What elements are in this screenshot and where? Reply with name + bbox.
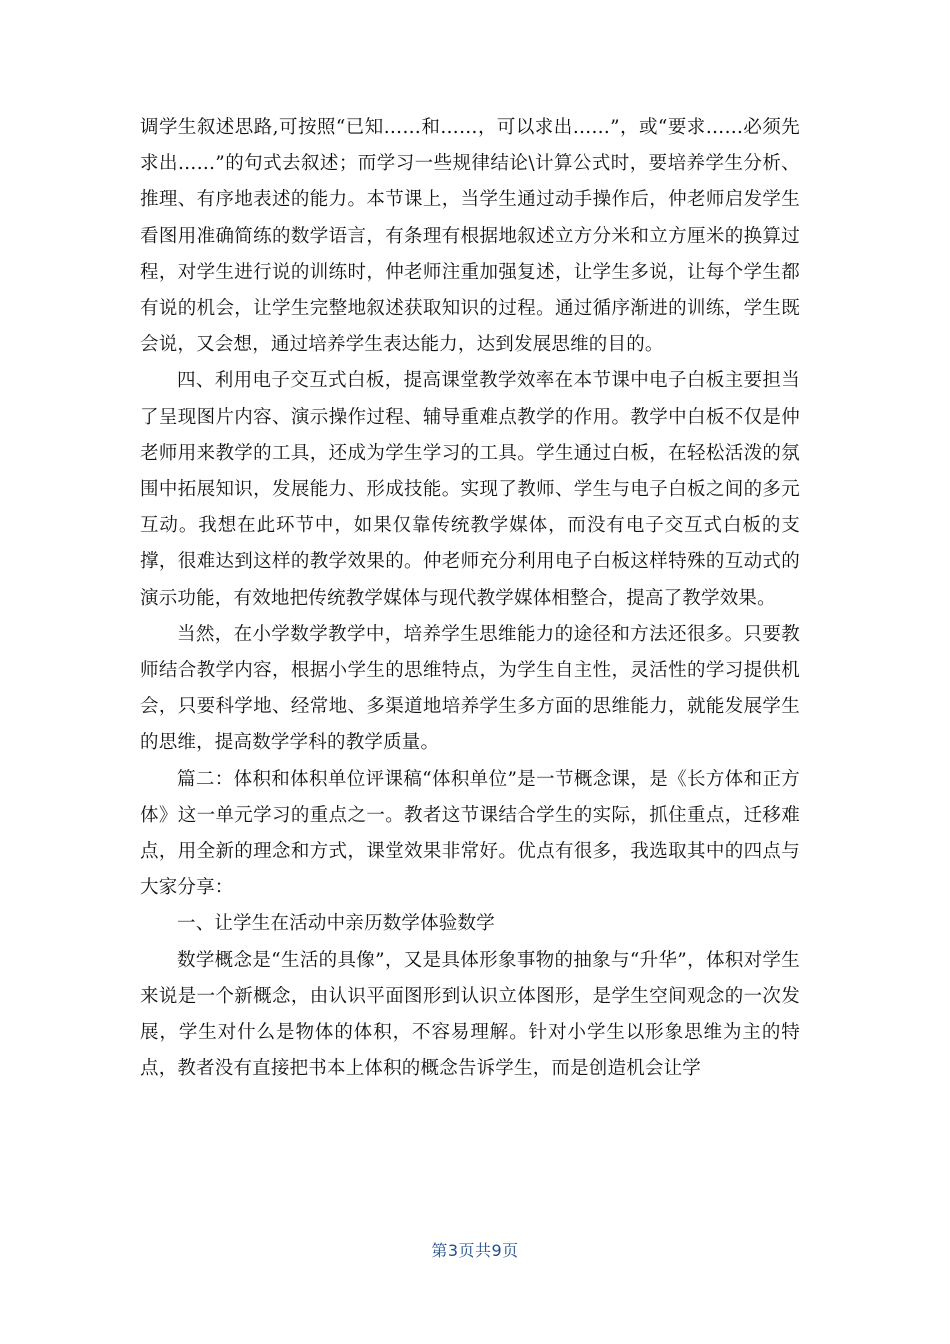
- document-body: [140, 110, 800, 1087]
- paragraph: 篇二：体积和体积单位评课稿“体积单位”是一节概念课，是《长方体和正方体》这一单元学习的重点之一。教者这节课结合学生的实际，抓住重点，迁移难点，用全新的理念和方式，课堂效果非常好。优点有很多，我选取其中的四点与大家分享：: [140, 768, 800, 899]
- page-number-footer: 第3页共9页: [431, 1241, 519, 1260]
- paragraph: 当然，在小学数学教学中，培养学生思维能力的途径和方法还很多。只要教师结合教学内容，根据小学生的思维特点，为学生自主性，灵活性的学习提供机会，只要科学地、经常地、多渠道地培养学生多方面的思维能力，就能发展学生的思维，提高数学学科的教学质量。: [140, 623, 800, 754]
- paragraph: 数学概念是“生活的具像”，又是具体形象事物的抽象与“升华”，体积对学生来说是一个新概念，由认识平面图形到认识立体图形，是学生空间观念的一次发展，学生对什么是物体的体积，不容易理解。针对小学生以形象思维为主的特点，教者没有直接把书本上体积的概念告诉学生，而是创造机会让学: [140, 949, 800, 1080]
- paragraph: 四、利用电子交互式白板，提高课堂教学效率在本节课中电子白板主要担当了呈现图片内容、演示操作过程、辅导重难点教学的作用。教学中白板不仅是仲老师用来教学的工具，还成为学生学习的工具。学生通过白板，在轻松活泼的氛围中拓展知识，发展能力、形成技能。实现了教师、学生与电子白板之间的多元互动。我想在此环节中，如果仅靠传统教学媒体，而没有电子交互式白板的支撑，很难达到这样的教学效果的。仲老师充分利用电子白板这样特殊的互动式的演示功能，有效地把传统教学媒体与现代教学媒体相整合，提高了教学效果。: [140, 370, 800, 609]
- paragraph: 调学生叙述思路,可按照“已知……和……，可以求出……”，或“要求……必须先求出……”的句式去叙述；而学习一些规律结论\计算公式时，要培养学生分析、推理、有序地表述的能力。本节课上，当学生通过动手操作后，仲老师启发学生看图用准确简练的数学语言，有条理有根据地叙述立方分米和立方厘米的换算过程，对学生进行说的训练时，仲老师注重加强复述，让学生多说，让每个学生都有说的机会，让学生完整地叙述获取知识的过程。通过循序渐进的训练，学生既会说，又会想，通过培养学生表达能力，达到发展思维的目的。: [140, 117, 800, 356]
- section-heading: 一、让学生在活动中亲历数学体验数学: [177, 913, 495, 935]
